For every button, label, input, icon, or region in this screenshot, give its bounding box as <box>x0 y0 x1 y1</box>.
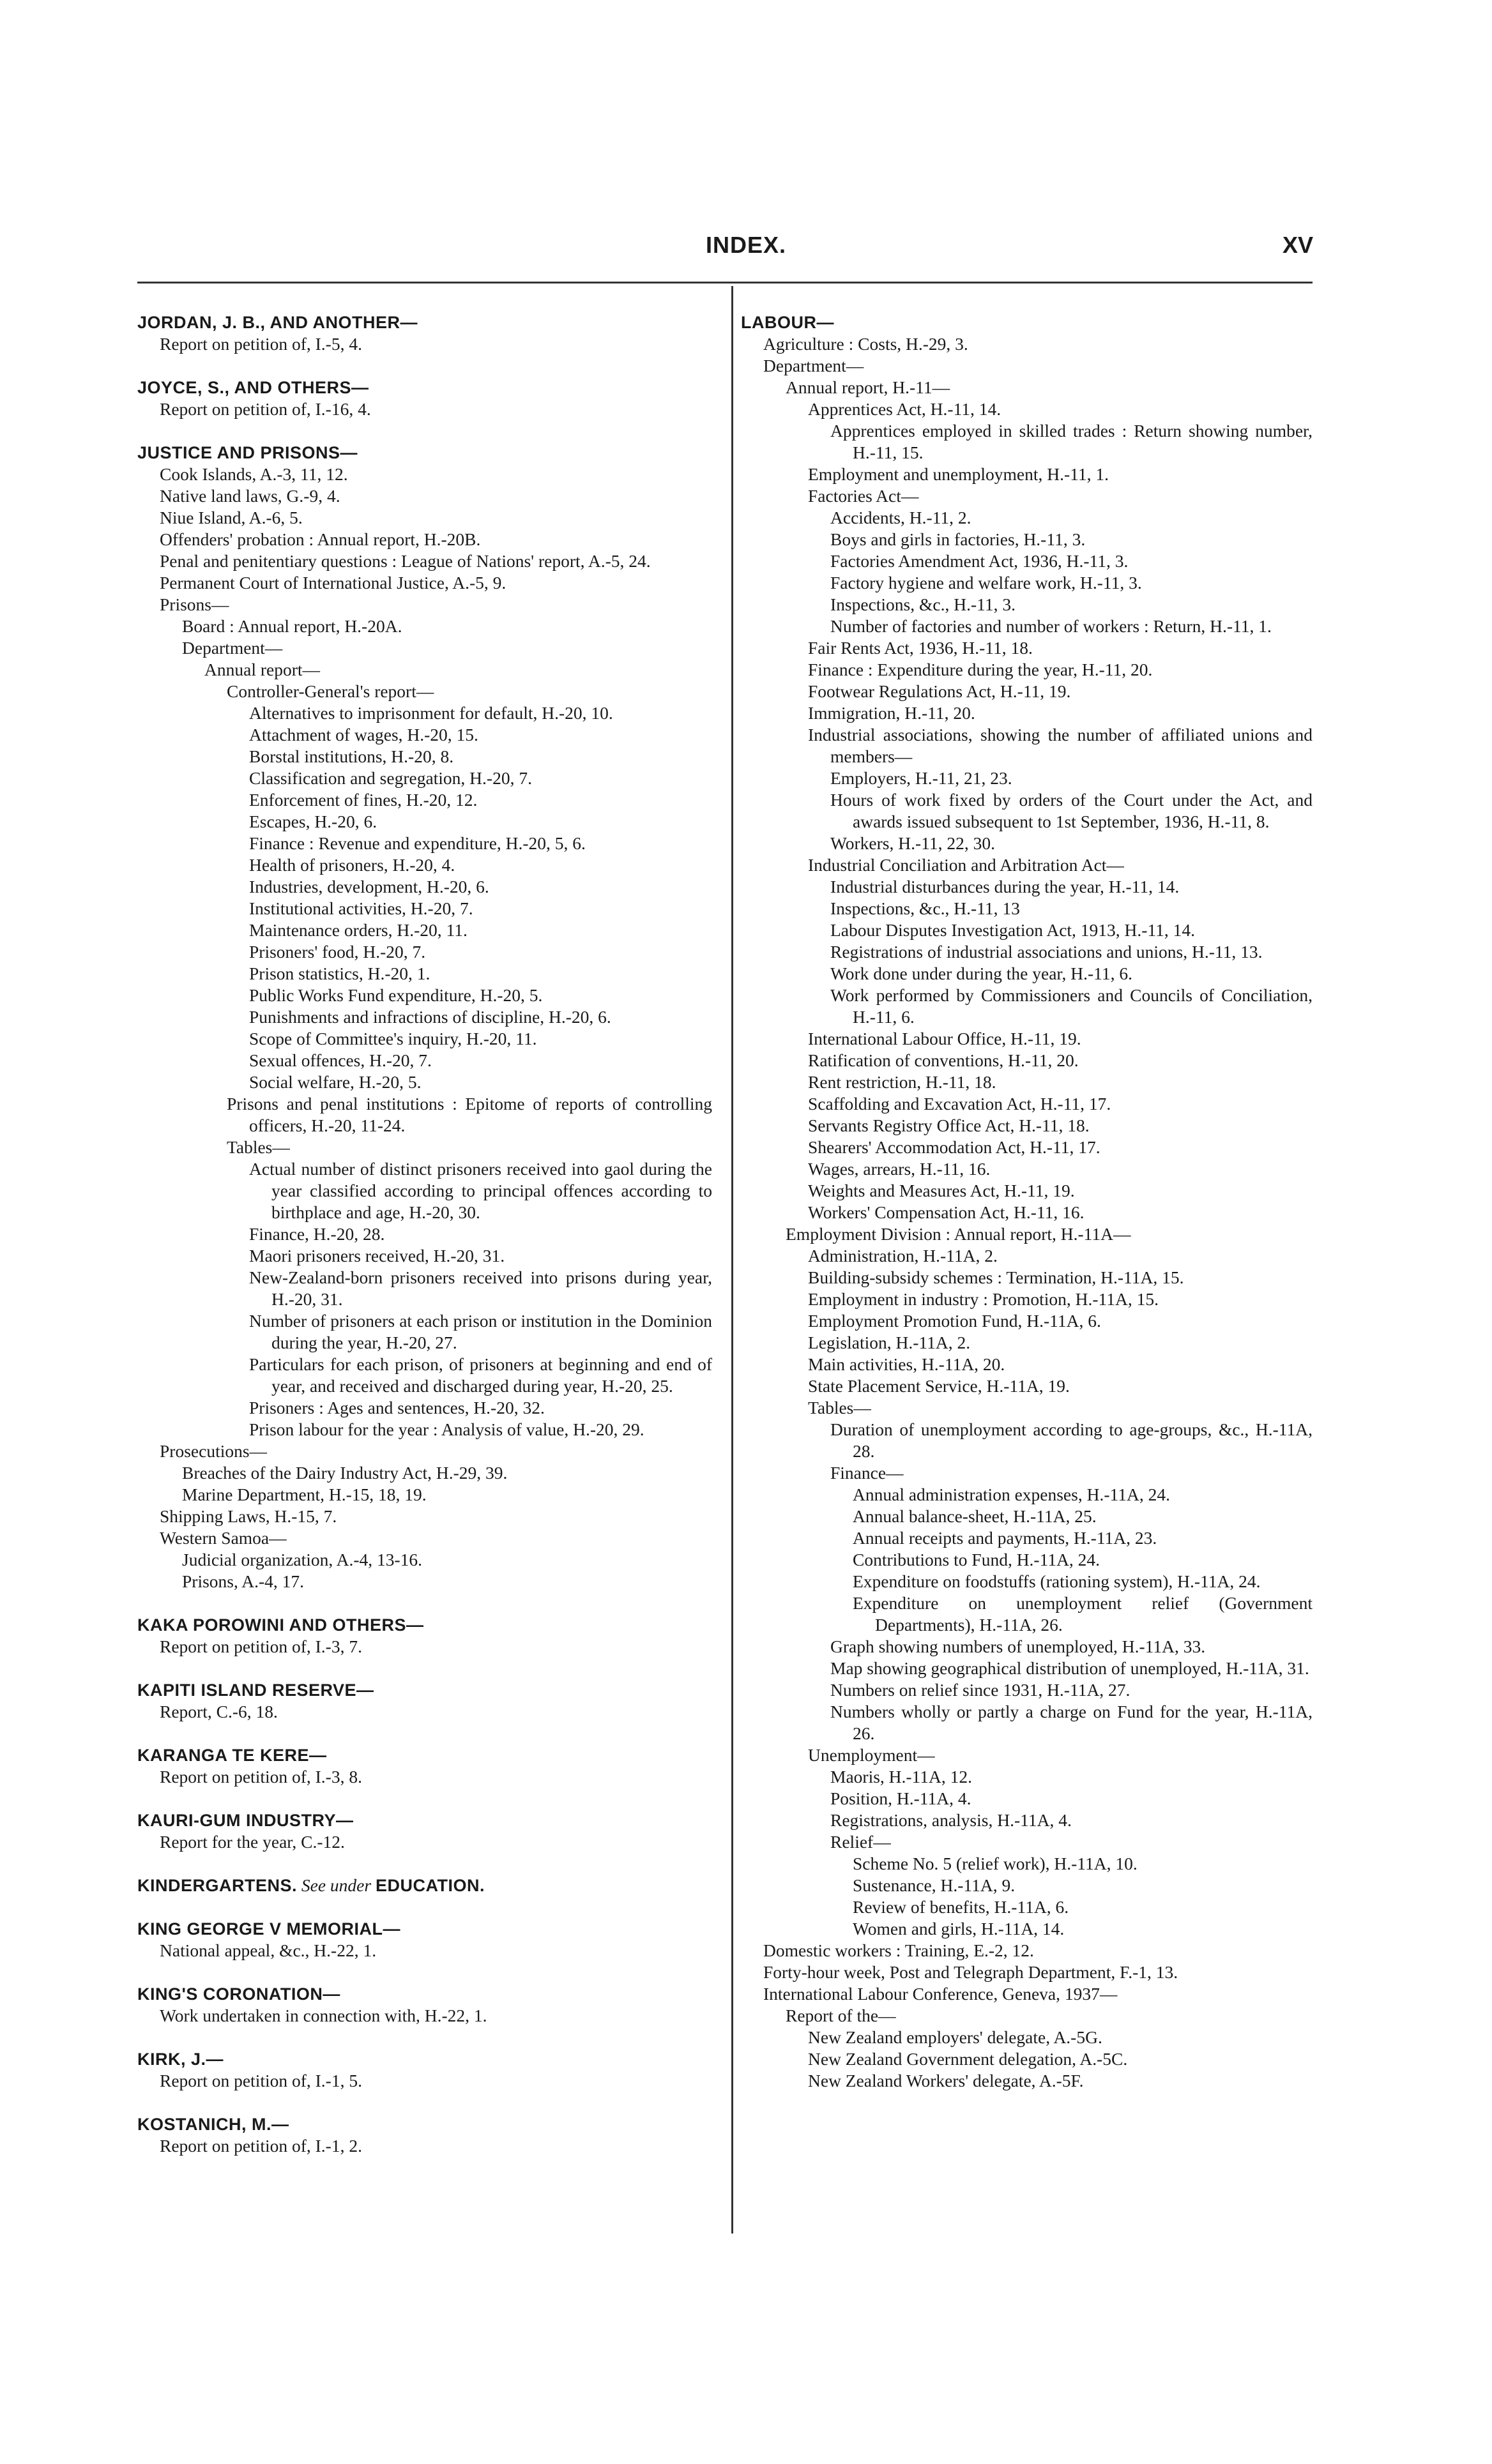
index-entry-kaka <box>137 1614 712 1658</box>
entry-item: Accidents, H.-11, 2. <box>830 508 971 527</box>
cross-reference: EDUCATION. <box>375 1876 485 1895</box>
entry-item: Number of factories and number of workers : Return, H.-11, 1. <box>830 616 1272 636</box>
index-entry-justice <box>137 442 712 1592</box>
entry-item: New Zealand employers' delegate, A.-5G. <box>808 2027 1102 2047</box>
entry-item: Public Works Fund expenditure, H.-20, 5. <box>249 985 543 1005</box>
entry-item: Servants Registry Office Act, H.-11, 18. <box>808 1115 1090 1135</box>
entry-item: Contributions to Fund, H.-11A, 24. <box>853 1550 1100 1569</box>
entry-item: Judicial organization, A.-4, 13-16. <box>182 1550 423 1569</box>
index-entry-kirk <box>137 2048 712 2092</box>
entry-item: Industries, development, H.-20, 6. <box>249 877 489 896</box>
entry-heading: KING GEORGE V MEMORIAL— <box>137 1919 401 1939</box>
entry-item: Inspections, &c., H.-11, 3. <box>830 594 1016 614</box>
entry-item: Scaffolding and Excavation Act, H.-11, 17. <box>808 1094 1111 1114</box>
entry-heading: KOSTANICH, M.— <box>137 2115 289 2134</box>
entry-item: Board : Annual report, H.-20A. <box>182 616 402 636</box>
entry-item: Breaches of the Dairy Industry Act, H.-29, 39. <box>182 1463 508 1483</box>
entry-item: Unemployment— <box>808 1745 935 1765</box>
entry-item: Actual number of distinct prisoners received into gaol during the year classified according to principal offences according to birthplace and age, H.-20, 30. <box>249 1159 712 1222</box>
entry-item: Report for the year, C.-12. <box>160 1832 345 1852</box>
entry-item: Prosecutions— <box>160 1441 268 1461</box>
entry-item: Employment Promotion Fund, H.-11A, 6. <box>808 1311 1101 1331</box>
entry-item: Scheme No. 5 (relief work), H.-11A, 10. <box>853 1854 1138 1873</box>
entry-item: Escapes, H.-20, 6. <box>249 812 377 831</box>
entry-item: Report on petition of, I.-3, 8. <box>160 1767 362 1787</box>
entry-item: Report on petition of, I.-5, 4. <box>160 334 362 354</box>
entry-heading: LABOUR— <box>741 313 834 332</box>
entry-item: Weights and Measures Act, H.-11, 19. <box>808 1181 1075 1200</box>
index-entry-kapiti <box>137 1679 712 1723</box>
entry-item: Industrial associations, showing the number of affiliated unions and members— <box>808 725 1313 766</box>
entry-item: International Labour Office, H.-11, 19. <box>808 1029 1081 1048</box>
index-entry-karanga <box>137 1744 712 1788</box>
entry-item: Footwear Regulations Act, H.-11, 19. <box>808 681 1071 701</box>
entry-item: Finance, H.-20, 28. <box>249 1224 385 1244</box>
entry-item: Maori prisoners received, H.-20, 31. <box>249 1246 505 1266</box>
entry-item: International Labour Conference, Geneva, 1937— <box>763 1984 1118 2004</box>
entry-item: Report, C.-6, 18. <box>160 1702 278 1721</box>
entry-item: Domestic workers : Training, E.-2, 12. <box>763 1940 1034 1960</box>
page-number: XV <box>1282 232 1313 258</box>
entry-item: Department— <box>182 638 283 658</box>
index-entry-jordan <box>137 312 712 355</box>
entry-item: Workers, H.-11, 22, 30. <box>830 833 995 853</box>
entry-item: Administration, H.-11A, 2. <box>808 1246 998 1266</box>
entry-item: Shipping Laws, H.-15, 7. <box>160 1506 337 1526</box>
entry-heading: KING'S CORONATION— <box>137 1984 340 2004</box>
entry-item: Map showing geographical distribution of unemployed, H.-11A, 31. <box>830 1658 1309 1678</box>
entry-item: Department— <box>763 356 864 375</box>
entry-heading: KAPITI ISLAND RESERVE— <box>137 1681 374 1700</box>
entry-item: Report on petition of, I.-1, 5. <box>160 2071 362 2090</box>
entry-item: Enforcement of fines, H.-20, 12. <box>249 790 478 810</box>
entry-item: Duration of unemployment according to age-groups, &c., H.-11A, 28. <box>830 1419 1313 1461</box>
index-entry-coronation <box>137 1983 712 2027</box>
entry-item: Prisons— <box>160 594 229 614</box>
entry-item: Particulars for each prison, of prisoners at beginning and end of year, and received and discharged during year, H.-20, 25. <box>249 1354 712 1396</box>
entry-item: Industrial Conciliation and Arbitration Act— <box>808 855 1124 875</box>
entry-item: Work performed by Commissioners and Councils of Conciliation, H.-11, 6. <box>830 985 1313 1027</box>
entry-item: Work undertaken in connection with, H.-22, 1. <box>160 2006 487 2025</box>
page-title: INDEX. <box>705 232 787 258</box>
right-column <box>741 312 1313 2113</box>
entry-item: Report on petition of, I.-1, 2. <box>160 2136 362 2156</box>
entry-item: Wages, arrears, H.-11, 16. <box>808 1159 991 1179</box>
entry-item: Sexual offences, H.-20, 7. <box>249 1050 432 1070</box>
entry-item: Employment Division : Annual report, H.-11A— <box>786 1224 1131 1244</box>
entry-item: Native land laws, G.-9, 4. <box>160 486 340 506</box>
entry-item: Boys and girls in factories, H.-11, 3. <box>830 529 1086 549</box>
entry-item: Workers' Compensation Act, H.-11, 16. <box>808 1202 1085 1222</box>
index-entry-kauri <box>137 1810 712 1853</box>
entry-item: Permanent Court of International Justice, A.-5, 9. <box>160 573 506 593</box>
entry-item: Numbers on relief since 1931, H.-11A, 27. <box>830 1680 1130 1700</box>
index-entry-king-george <box>137 1918 712 1961</box>
entry-item: Apprentices employed in skilled trades : Return showing number, H.-11, 15. <box>830 421 1313 462</box>
entry-item: Employers, H.-11, 21, 23. <box>830 768 1012 788</box>
entry-item: Offenders' probation : Annual report, H.-20B. <box>160 529 481 549</box>
entry-item: Expenditure on foodstuffs (rationing system), H.-11A, 24. <box>853 1571 1261 1591</box>
entry-item: Prison labour for the year : Analysis of value, H.-20, 29. <box>249 1419 644 1439</box>
entry-item: Finance— <box>830 1463 904 1483</box>
entry-item: Scope of Committee's inquiry, H.-20, 11. <box>249 1029 537 1048</box>
entry-item: Cook Islands, A.-3, 11, 12. <box>160 464 348 484</box>
entry-item: Alternatives to imprisonment for default, H.-20, 10. <box>249 703 613 723</box>
entry-item: Apprentices Act, H.-11, 14. <box>808 399 1001 419</box>
entry-heading: KAURI-GUM INDUSTRY— <box>137 1811 354 1830</box>
entry-item: Annual balance-sheet, H.-11A, 25. <box>853 1506 1097 1526</box>
entry-item: Annual report— <box>204 660 320 679</box>
entry-item: Niue Island, A.-6, 5. <box>160 508 303 527</box>
entry-item: Rent restriction, H.-11, 18. <box>808 1072 996 1092</box>
entry-item: Prison statistics, H.-20, 1. <box>249 964 430 983</box>
entry-item: Legislation, H.-11A, 2. <box>808 1333 971 1352</box>
entry-item: Marine Department, H.-15, 18, 19. <box>182 1485 427 1504</box>
index-entry-labour <box>741 312 1313 2092</box>
entry-item: Finance : Expenditure during the year, H.-11, 20. <box>808 660 1153 679</box>
entry-heading: JUSTICE AND PRISONS— <box>137 443 358 462</box>
index-entry-kostanich <box>137 2113 712 2157</box>
entry-item: New Zealand Government delegation, A.-5C. <box>808 2049 1128 2069</box>
entry-item: Classification and segregation, H.-20, 7. <box>249 768 532 788</box>
entry-item: Social welfare, H.-20, 5. <box>249 1072 422 1092</box>
entry-item: Tables— <box>808 1398 871 1417</box>
entry-heading: KAKA POROWINI AND OTHERS— <box>137 1615 424 1635</box>
entry-item: Ratification of conventions, H.-11, 20. <box>808 1050 1079 1070</box>
entry-heading: KARANGA TE KERE— <box>137 1746 327 1765</box>
column-divider <box>731 286 733 2233</box>
entry-item: Prisoners : Ages and sentences, H.-20, 32. <box>249 1398 545 1417</box>
entry-item: Penal and penitentiary questions : League of Nations' report, A.-5, 24. <box>160 551 651 571</box>
entry-item: Maintenance orders, H.-20, 11. <box>249 920 468 940</box>
entry-item: Position, H.-11A, 4. <box>830 1788 971 1808</box>
entry-item: State Placement Service, H.-11A, 19. <box>808 1376 1070 1396</box>
entry-item: Report on petition of, I.-3, 7. <box>160 1636 362 1656</box>
entry-item: Institutional activities, H.-20, 7. <box>249 898 473 918</box>
entry-item: Expenditure on unemployment relief (Government Departments), H.-11A, 26. <box>853 1593 1313 1635</box>
entry-item: Shearers' Accommodation Act, H.-11, 17. <box>808 1137 1100 1157</box>
entry-item: Numbers wholly or partly a charge on Fund for the year, H.-11A, 26. <box>830 1702 1313 1743</box>
entry-item: Hours of work fixed by orders of the Court under the Act, and awards issued subsequent to 1st September, 1936, H.-11, 8. <box>830 790 1313 831</box>
entry-item: Review of benefits, H.-11A, 6. <box>853 1897 1069 1917</box>
entry-item: Industrial disturbances during the year, H.-11, 14. <box>830 877 1180 896</box>
entry-item: National appeal, &c., H.-22, 1. <box>160 1940 377 1960</box>
entry-item: Annual administration expenses, H.-11A, 24. <box>853 1485 1170 1504</box>
entry-item: Controller-General's report— <box>227 681 434 701</box>
header-rule <box>137 282 1313 283</box>
entry-item: Prisoners' food, H.-20, 7. <box>249 942 426 962</box>
entry-item: Annual receipts and payments, H.-11A, 23. <box>853 1528 1157 1548</box>
entry-item: New Zealand Workers' delegate, A.-5F. <box>808 2071 1084 2090</box>
entry-item: Western Samoa— <box>160 1528 287 1548</box>
entry-heading: JOYCE, S., AND OTHERS— <box>137 378 369 397</box>
entry-item: Building-subsidy schemes : Termination, H.-11A, 15. <box>808 1267 1184 1287</box>
entry-item: Punishments and infractions of discipline, H.-20, 6. <box>249 1007 611 1027</box>
entry-item: Labour Disputes Investigation Act, 1913, H.-11, 14. <box>830 920 1196 940</box>
entry-item: Factories Amendment Act, 1936, H.-11, 3. <box>830 551 1129 571</box>
entry-item: Registrations of industrial associations and unions, H.-11, 13. <box>830 942 1263 962</box>
entry-item: Work done under during the year, H.-11, 6. <box>830 964 1132 983</box>
index-entry-kindergartens <box>137 1875 712 1896</box>
entry-item: Employment and unemployment, H.-11, 1. <box>808 464 1109 484</box>
entry-item: Forty-hour week, Post and Telegraph Department, F.-1, 13. <box>763 1962 1178 1982</box>
index-entry-joyce <box>137 377 712 420</box>
entry-item: Women and girls, H.-11A, 14. <box>853 1919 1065 1939</box>
entry-item: Tables— <box>227 1137 290 1157</box>
entry-item: Report on petition of, I.-16, 4. <box>160 399 371 419</box>
see-under-label: See under <box>301 1875 372 1895</box>
entry-item: Annual report, H.-11— <box>786 377 950 397</box>
entry-item: New-Zealand-born prisoners received into prisons during year, H.-20, 31. <box>249 1267 712 1309</box>
entry-item: Borstal institutions, H.-20, 8. <box>249 746 454 766</box>
entry-heading: KIRK, J.— <box>137 2050 224 2069</box>
entry-item: Prisons and penal institutions : Epitome of reports of controlling officers, H.-20, 11-24. <box>227 1094 712 1135</box>
entry-item: Immigration, H.-11, 20. <box>808 703 975 723</box>
entry-item: Main activities, H.-11A, 20. <box>808 1354 1005 1374</box>
entry-item: Factory hygiene and welfare work, H.-11, 3. <box>830 573 1142 593</box>
entry-item: Sustenance, H.-11A, 9. <box>853 1875 1016 1895</box>
entry-item: Agriculture : Costs, H.-29, 3. <box>763 334 968 354</box>
entry-item: Finance : Revenue and expenditure, H.-20, 5, 6. <box>249 833 586 853</box>
entry-item: Relief— <box>830 1832 891 1852</box>
entry-item: Factories Act— <box>808 486 919 506</box>
entry-item: Graph showing numbers of unemployed, H.-11A, 33. <box>830 1636 1206 1656</box>
entry-heading: JORDAN, J. B., AND ANOTHER— <box>137 313 418 332</box>
entry-item: Prisons, A.-4, 17. <box>182 1571 304 1591</box>
entry-item: Report of the— <box>786 2006 896 2025</box>
entry-heading: KINDERGARTENS. <box>137 1876 298 1895</box>
entry-item: Maoris, H.-11A, 12. <box>830 1767 973 1787</box>
entry-item: Fair Rents Act, 1936, H.-11, 18. <box>808 638 1033 658</box>
entry-item: Number of prisoners at each prison or institution in the Dominion during the year, H.-20, 27. <box>249 1311 712 1352</box>
entry-item: Employment in industry : Promotion, H.-11A, 15. <box>808 1289 1159 1309</box>
entry-item: Inspections, &c., H.-11, 13 <box>830 898 1020 918</box>
left-column <box>137 312 712 2179</box>
entry-item: Health of prisoners, H.-20, 4. <box>249 855 455 875</box>
entry-item: Attachment of wages, H.-20, 15. <box>249 725 478 744</box>
entry-item: Registrations, analysis, H.-11A, 4. <box>830 1810 1072 1830</box>
